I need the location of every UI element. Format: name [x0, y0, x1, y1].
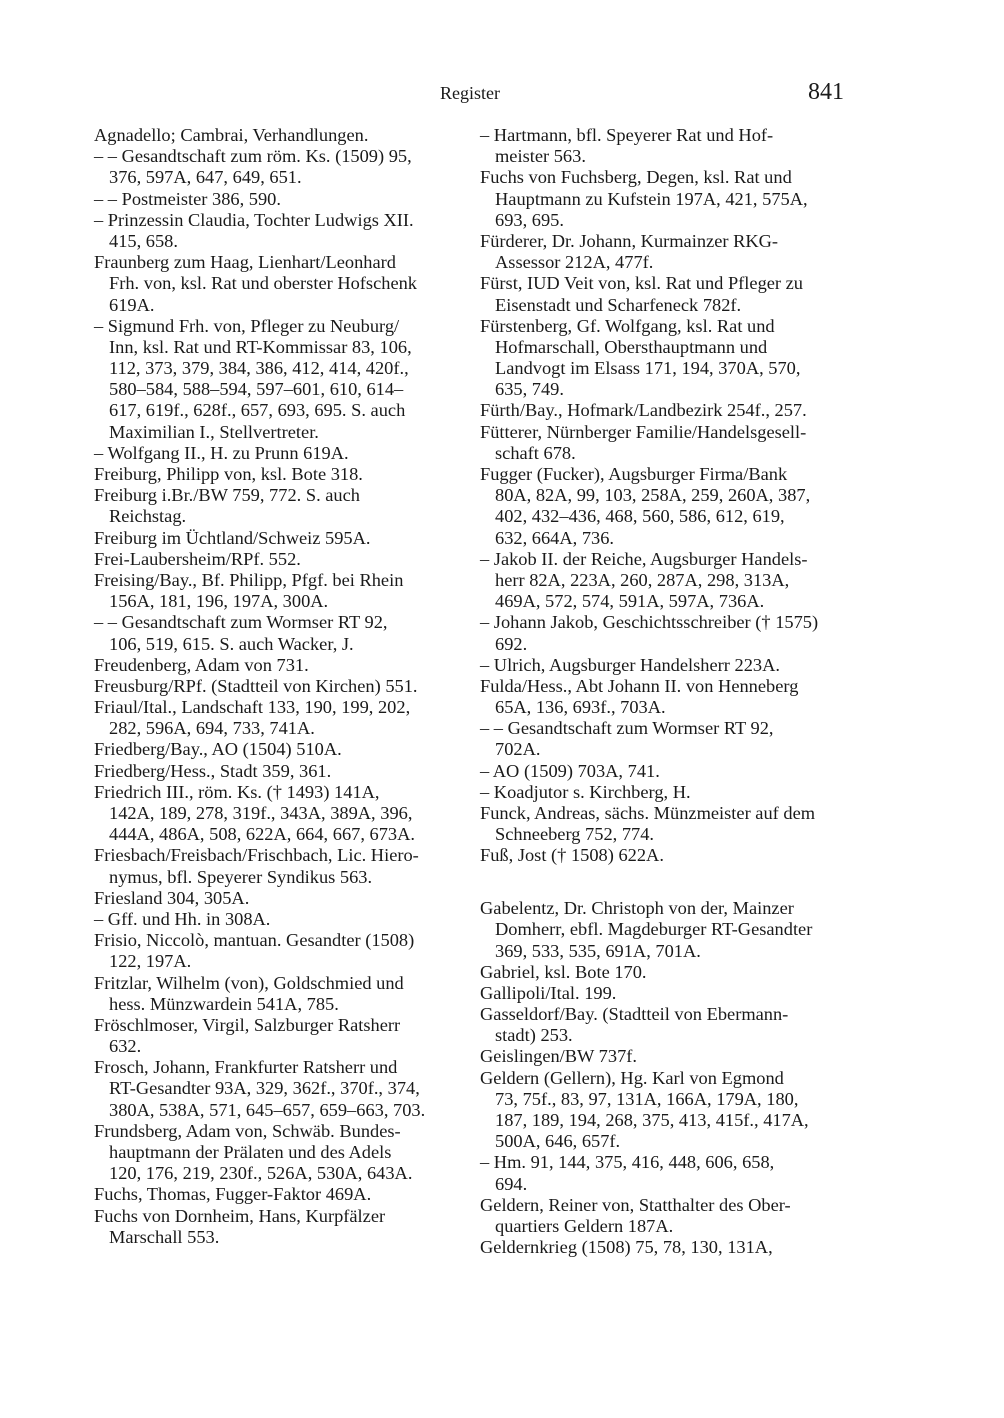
index-line: – – Postmeister 386, 590. — [94, 188, 281, 209]
index-line: Agnadello; Cambrai, Verhandlungen. — [94, 125, 369, 145]
index-line: Friaul/Ital., Landschaft 133, 190, 199, 202, — [94, 697, 411, 718]
right-column — [480, 125, 848, 1258]
index-line: Geldern (Gellern), Hg. Karl von Egmond — [480, 1067, 784, 1088]
running-head: Register — [440, 83, 500, 103]
index-line: Fuchs von Dornheim, Hans, Kurpfälzer — [94, 1205, 386, 1226]
section-gap — [480, 867, 848, 899]
index-line: 402, 432–436, 468, 560, 586, 612, 619, — [495, 506, 785, 527]
index-line: 469A, 572, 574, 591A, 597A, 736A. — [495, 591, 765, 612]
index-line: Friesbach/Freisbach/Frischbach, Lic. Hiero- — [94, 845, 419, 866]
index-line: Fritzlar, Wilhelm (von), Goldschmied und — [94, 972, 404, 993]
index-line: Fulda/Hess., Abt Johann II. von Henneberg — [480, 675, 799, 696]
index-line: 120, 176, 219, 230f., 526A, 530A, 643A. — [109, 1163, 413, 1184]
index-line: Marschall 553. — [109, 1226, 220, 1247]
index-line: 112, 373, 379, 384, 386, 412, 414, 420f., — [109, 358, 409, 379]
index-line: hauptmann der Prälaten und des Adels — [109, 1142, 392, 1162]
index-line: – Johann Jakob, Geschichtsschreiber († 1575) — [480, 612, 819, 633]
index-line: Schneeberg 752, 774. — [495, 824, 655, 845]
left-column — [94, 125, 462, 1248]
index-line: Freiburg im Üchtland/Schweiz 595A. — [94, 527, 371, 548]
index-line: herr 82A, 223A, 260, 287A, 298, 313A, — [495, 569, 790, 590]
page-number: 841 — [808, 79, 844, 105]
page-header — [0, 0, 1004, 110]
index-line: 580–584, 588–594, 597–601, 610, 614– — [109, 379, 404, 400]
index-line: Frundsberg, Adam von, Schwäb. Bundes- — [94, 1120, 401, 1141]
index-line: Frosch, Johann, Frankfurter Ratsherr und — [94, 1057, 398, 1078]
index-line: Frei-Laubersheim/RPf. 552. — [94, 548, 301, 569]
index-line: 122, 197A. — [109, 951, 192, 972]
index-line: – Hm. 91, 144, 375, 416, 448, 606, 658, — [480, 1152, 775, 1173]
index-line: quartiers Geldern 187A. — [495, 1215, 674, 1236]
index-line: Freudenberg, Adam von 731. — [94, 654, 309, 675]
index-line: Landvogt im Elsass 171, 194, 370A, 570, — [495, 358, 801, 379]
index-line: Freiburg i.Br./BW 759, 772. S. auch — [94, 485, 360, 506]
index-line: – Gff. und Hh. in 308A. — [94, 908, 271, 929]
index-line: Freusburg/RPf. (Stadtteil von Kirchen) 551. — [94, 675, 418, 696]
index-line: Gasseldorf/Bay. (Stadtteil von Ebermann- — [480, 1004, 789, 1025]
index-line: 73, 75f., 83, 97, 131A, 166A, 179A, 180, — [495, 1088, 799, 1109]
index-line: Reichstag. — [109, 506, 187, 527]
index-line: 692. — [495, 633, 528, 654]
index-line: 156A, 181, 196, 197A, 300A. — [109, 591, 329, 612]
index-line: Fürth/Bay., Hofmark/Landbezirk 254f., 257. — [480, 400, 807, 421]
index-line: – Jakob II. der Reiche, Augsburger Handels- — [480, 548, 808, 569]
index-line: Geldern, Reiner von, Statthalter des Ober- — [480, 1194, 791, 1215]
index-line: – Sigmund Frh. von, Pfleger zu Neuburg/ — [94, 315, 400, 336]
index-line: Geldernkrieg (1508) 75, 78, 130, 131A, — [480, 1237, 773, 1258]
index-line: meister 563. — [495, 146, 586, 167]
index-line: Fürstenberg, Gf. Wolfgang, ksl. Rat und — [480, 315, 775, 336]
index-line: – AO (1509) 703A, 741. — [480, 760, 660, 781]
index-line: 65A, 136, 693f., 703A. — [495, 697, 666, 718]
index-line: Fuchs von Fuchsberg, Degen, ksl. Rat und — [480, 167, 792, 188]
index-line: 106, 519, 615. S. auch Wacker, J. — [109, 633, 354, 654]
index-line: Friedberg/Hess., Stadt 359, 361. — [94, 760, 332, 781]
index-line: 693, 695. — [495, 209, 564, 230]
index-line: 632. — [109, 1036, 142, 1057]
index-line: Fugger (Fucker), Augsburger Firma/Bank — [480, 464, 788, 484]
index-line: schaft 678. — [495, 442, 576, 463]
index-line: Domherr, ebfl. Magdeburger RT-Gesandter — [495, 919, 813, 940]
index-line: Funck, Andreas, sächs. Münzmeister auf dem — [480, 803, 816, 823]
index-line: 635, 749. — [495, 379, 564, 400]
index-line: – – Gesandtschaft zum Wormser RT 92, — [480, 718, 774, 739]
index-line: Fröschlmoser, Virgil, Salzburger Ratsherr — [94, 1014, 401, 1035]
index-line: – – Gesandtschaft zum röm. Ks. (1509) 95, — [94, 146, 412, 167]
index-line: – – Gesandtschaft zum Wormser RT 92, — [94, 612, 388, 633]
index-line: Assessor 212A, 477f. — [495, 252, 654, 273]
index-line: nymus, bfl. Speyerer Syndikus 563. — [109, 866, 373, 887]
index-line: Frisio, Niccolò, mantuan. Gesandter (1508) — [94, 930, 415, 951]
index-line: 444A, 486A, 508, 622A, 664, 667, 673A. — [109, 824, 415, 845]
index-line: 380A, 538A, 571, 645–657, 659–663, 703. — [109, 1099, 426, 1120]
index-line: Friedberg/Bay., AO (1504) 510A. — [94, 739, 342, 760]
index-line: Maximilian I., Stellvertreter. — [109, 421, 319, 442]
index-line: Eisenstadt und Scharfeneck 782f. — [495, 294, 742, 315]
index-line: 702A. — [495, 739, 541, 760]
index-line: Freiburg, Philipp von, ksl. Bote 318. — [94, 464, 363, 484]
index-line: 282, 596A, 694, 733, 741A. — [109, 718, 315, 739]
index-line: Fuchs, Thomas, Fugger-Faktor 469A. — [94, 1184, 372, 1205]
index-line: Fürst, IUD Veit von, ksl. Rat und Pfleger zu — [480, 273, 804, 294]
index-line: 617, 619f., 628f., 657, 693, 695. S. auch — [109, 400, 406, 421]
index-line: 500A, 646, 657f. — [495, 1131, 621, 1152]
index-line: 187, 189, 194, 268, 375, 413, 415f., 417A, — [495, 1110, 809, 1131]
index-line: 619A. — [109, 294, 155, 315]
index-line: – Wolfgang II., H. zu Prunn 619A. — [94, 442, 349, 463]
index-line: 694. — [495, 1173, 528, 1194]
index-line: Fürderer, Dr. Johann, Kurmainzer RKG- — [480, 230, 779, 251]
index-line: Friesland 304, 305A. — [94, 887, 250, 908]
index-line: Gabriel, ksl. Bote 170. — [480, 961, 647, 982]
index-line: Geislingen/BW 737f. — [480, 1046, 637, 1067]
index-line: Friedrich III., röm. Ks. († 1493) 141A, — [94, 781, 380, 802]
index-line: – Hartmann, bfl. Speyerer Rat und Hof- — [480, 125, 774, 145]
index-line: RT-Gesandter 93A, 329, 362f., 370f., 374, — [109, 1078, 420, 1099]
index-line: Hauptmann zu Kufstein 197A, 421, 575A, — [495, 188, 808, 209]
index-line: 415, 658. — [109, 230, 178, 251]
index-line: 632, 664A, 736. — [495, 527, 615, 548]
index-line: Inn, ksl. Rat und RT-Kommissar 83, 106, — [109, 336, 412, 357]
index-line: 142A, 189, 278, 319f., 343A, 389A, 396, — [109, 803, 413, 823]
index-line: hess. Münzwardein 541A, 785. — [109, 993, 339, 1014]
index-line: 80A, 82A, 99, 103, 258A, 259, 260A, 387, — [495, 485, 811, 506]
index-line: – Koadjutor s. Kirchberg, H. — [480, 781, 691, 802]
index-line: 369, 533, 535, 691A, 701A. — [495, 940, 701, 961]
index-line: Fuß, Jost († 1508) 622A. — [480, 845, 664, 866]
index-line: – Prinzessin Claudia, Tochter Ludwigs XII. — [94, 209, 414, 230]
index-line: Fraunberg zum Haag, Lienhart/Leonhard — [94, 252, 396, 273]
index-line: Frh. von, ksl. Rat und oberster Hofschenk — [109, 273, 417, 294]
index-line: Gallipoli/Ital. 199. — [480, 982, 617, 1003]
index-line: Fütterer, Nürnberger Familie/Handelsgesell- — [480, 421, 807, 442]
index-line: stadt) 253. — [495, 1025, 573, 1046]
index-line: Freising/Bay., Bf. Philipp, Pfgf. bei Rhein — [94, 569, 404, 590]
index-line: – Ulrich, Augsburger Handelsherr 223A. — [480, 654, 780, 675]
index-line: Gabelentz, Dr. Christoph von der, Mainzer — [480, 898, 794, 919]
index-line: Hofmarschall, Obersthauptmann und — [495, 336, 768, 357]
index-line: 376, 597A, 647, 649, 651. — [109, 167, 302, 188]
